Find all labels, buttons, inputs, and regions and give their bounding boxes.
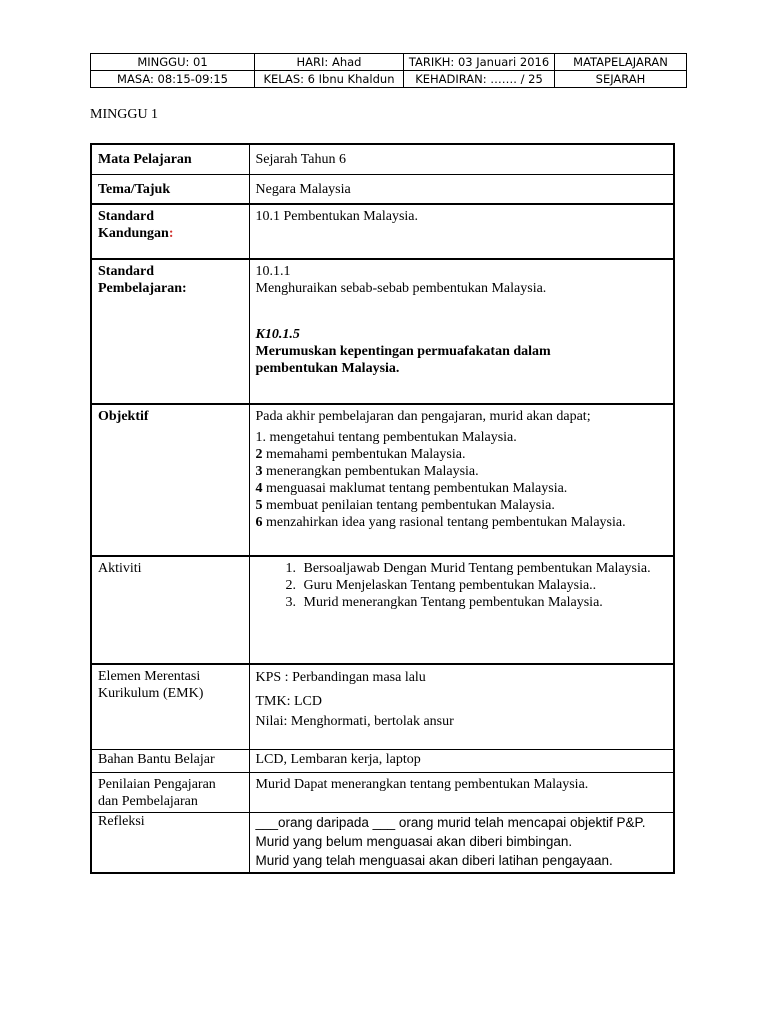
learning-standard-label-line2: Pembelajaran:	[98, 281, 187, 296]
objective-item	[256, 514, 668, 531]
objective-text: menzahirkan idea yang rasional tentang pembentukan Malaysia.	[262, 515, 626, 530]
objective-text: menerangkan pembentukan Malaysia.	[262, 464, 479, 479]
theme-label: Tema/Tajuk	[91, 174, 249, 204]
emk-value	[249, 664, 674, 749]
emk-tmk: TMK: LCD	[255, 694, 322, 709]
assessment-row	[91, 772, 674, 812]
activity-row	[91, 556, 674, 664]
emk-nilai: Nilai: Menghormati, bertolak ansur	[255, 714, 454, 729]
header-row	[91, 54, 687, 71]
emk-row	[91, 664, 674, 749]
learning-standard-label	[91, 259, 249, 404]
content-standard-value: 10.1 Pembentukan Malaysia.	[249, 204, 674, 259]
learning-standard-row	[91, 259, 674, 404]
attendance-cell: KEHADIRAN: ……. / 25	[404, 71, 555, 88]
content-standard-label-line1: Standard	[98, 209, 155, 224]
activity-item: 2. Guru Menjelaskan Tentang pembentukan Malaysia..	[300, 577, 668, 594]
content-standard-row	[91, 204, 674, 259]
objective-text: menguasai maklumat tentang pembentukan Malaysia.	[262, 481, 568, 496]
activity-item: 1. Bersoaljawab Dengan Murid Tentang pembentukan Malaysia.	[300, 560, 668, 577]
activity-list	[256, 560, 668, 611]
header-row	[91, 71, 687, 88]
emk-kps: KPS : Perbandingan masa lalu	[255, 670, 426, 685]
reflection-line: Murid yang belum menguasai akan diberi bimbingan.	[255, 833, 573, 849]
learning-standard-k-code: K10.1.5	[255, 327, 300, 342]
activity-item: 3. Murid menerangkan Tentang pembentukan Malaysia.	[300, 594, 668, 611]
objective-item	[256, 446, 668, 463]
objective-label: Objektif	[91, 404, 249, 556]
materials-label: Bahan Bantu Belajar	[91, 749, 249, 772]
learning-standard-value	[249, 259, 674, 404]
activity-label: Aktiviti	[91, 556, 249, 664]
objective-row	[91, 404, 674, 556]
learning-standard-text: Menghuraikan sebab-sebab pembentukan Malaysia.	[255, 281, 547, 296]
emk-label-line1: Elemen Merentasi	[98, 669, 201, 684]
objective-item	[256, 429, 668, 446]
subject-value: Sejarah Tahun 6	[249, 144, 674, 174]
activity-value	[249, 556, 674, 664]
learning-standard-code: 10.1.1	[255, 264, 291, 279]
objective-intro: Pada akhir pembelajaran dan pengajaran, murid akan dapat;	[255, 409, 591, 424]
objective-text: mengetahui tentang pembentukan Malaysia.	[266, 430, 517, 445]
objective-text: membuat penilaian tentang pembentukan Malaysia.	[262, 498, 555, 513]
day-cell: HARI: Ahad	[255, 54, 404, 71]
assessment-label-line2: dan Pembelajaran	[98, 793, 198, 809]
subject-value-cell: SEJARAH	[555, 71, 687, 88]
assessment-value: Murid Dapat menerangkan tentang pembentukan Malaysia.	[249, 772, 674, 812]
date-cell: TARIKH: 03 Januari 2016	[404, 54, 555, 71]
learning-standard-k-text-2: pembentukan Malaysia.	[255, 361, 400, 376]
objective-text: memahami pembentukan Malaysia.	[262, 447, 466, 462]
objective-item	[256, 497, 668, 514]
reflection-row	[91, 812, 674, 873]
objective-number: 3	[255, 464, 263, 479]
assessment-label-line1: Penilaian Pengajaran	[98, 776, 216, 792]
reflection-line: ___orang daripada ___ orang murid telah mencapai objektif P&P.	[255, 814, 646, 830]
header-table	[90, 53, 687, 88]
reflection-line: Murid yang telah menguasai akan diberi latihan pengayaan.	[255, 852, 613, 868]
assessment-label	[91, 772, 249, 812]
objective-item	[256, 480, 668, 497]
reflection-label: Refleksi	[91, 812, 249, 873]
content-standard-colon: :	[168, 226, 174, 241]
materials-row	[91, 749, 674, 772]
time-cell: MASA: 08:15-09:15	[91, 71, 255, 88]
objective-number: 4	[255, 481, 263, 496]
objective-number: 1.	[255, 430, 266, 445]
theme-value: Negara Malaysia	[249, 174, 674, 204]
content-standard-label	[91, 204, 249, 259]
lesson-plan-table	[90, 143, 675, 874]
learning-standard-k-text-1: Merumuskan kepentingan permuafakatan dalam	[255, 344, 551, 359]
subject-row	[91, 144, 674, 174]
reflection-value	[249, 812, 674, 873]
content-standard-label-line2: Kandungan	[98, 226, 169, 241]
theme-row	[91, 174, 674, 204]
week-cell: MINGGU: 01	[91, 54, 255, 71]
emk-label	[91, 664, 249, 749]
subject-label: Mata Pelajaran	[91, 144, 249, 174]
objective-number: 5	[255, 498, 263, 513]
objective-value	[249, 404, 674, 556]
objective-number: 2	[255, 447, 263, 462]
class-cell: KELAS: 6 Ibnu Khaldun	[255, 71, 404, 88]
emk-label-line2: Kurikulum (EMK)	[98, 686, 204, 701]
week-label: MINGGU 1	[90, 107, 159, 122]
objective-item	[256, 463, 668, 480]
objective-number: 6	[255, 515, 263, 530]
subject-header-cell: MATAPELAJARAN	[555, 54, 687, 71]
materials-value: LCD, Lembaran kerja, laptop	[249, 749, 674, 772]
learning-standard-label-line1: Standard	[98, 264, 155, 279]
